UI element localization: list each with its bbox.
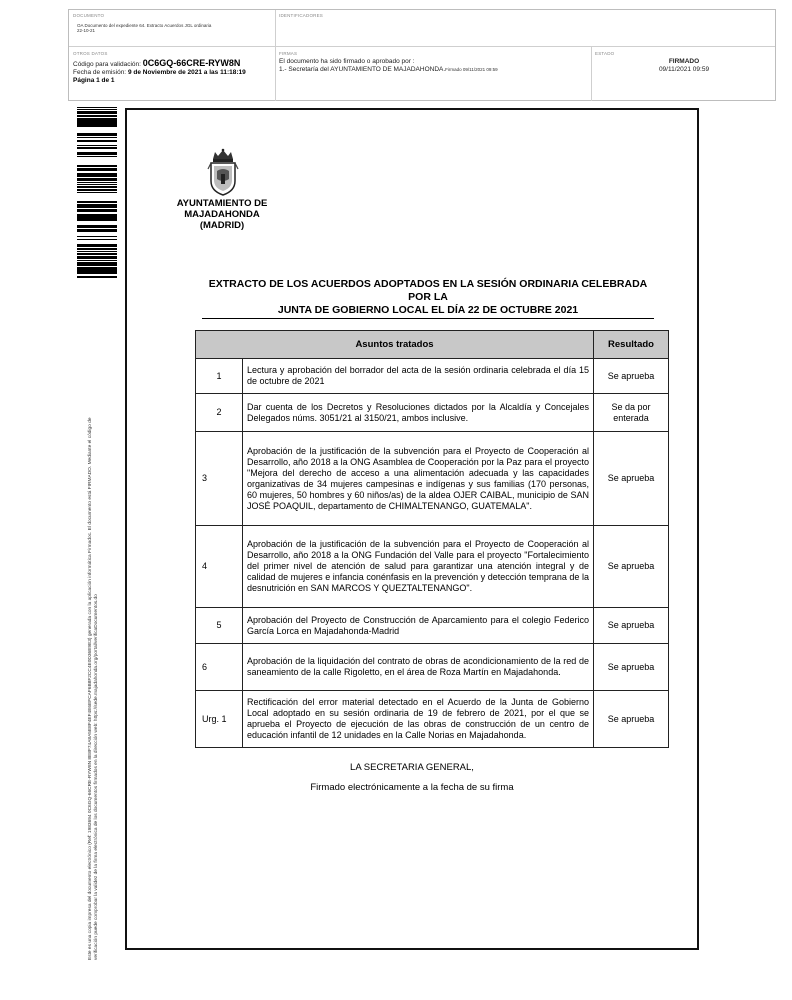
row-subject: Dar cuenta de los Decretos y Resoluciones dictados por la Alcaldía y Concejales Delegados núms. 3051/21 al 3150/21, ambos inclusive.	[243, 394, 594, 432]
row-number: 2	[196, 394, 243, 432]
col-asuntos-header: Asuntos tratados	[196, 331, 594, 359]
col-resultado-header: Resultado	[594, 331, 669, 359]
firmante-fecha: Firmado 09/11/2021 09:59	[445, 67, 498, 72]
row-result: Se aprueba	[594, 691, 669, 748]
table-row	[196, 608, 669, 644]
row-subject: Aprobación de la justificación de la subvención para el Proyecto de Cooperación al Desarrollo, año 2018 a la ONG Asamblea de Cooperación por la Paz para el proyecto "Mejora del derecho de acceso a una alimentación adecuada y las capacidades organizativas de 34 mujeres campesinas e indígenas y sus familias (170 personas, 60 mujeres, 50 hombres y 60 niños/as) de la aldea OJER CAIBAL, municipio de SAN JOSÉ POAQUIL, departamento de CHIMALTENANGO, GUATEMALA".	[243, 432, 594, 526]
document-title: EXTRACTO DE LOS ACUERDOS ADOPTADOS EN LA SESIÓN ORDINARIA CELEBRADA POR LA JUNTA DE GOBIERNO LOCAL EL DÍA 22 DE OCTUBRE 2021	[202, 278, 654, 319]
signature-header-box	[68, 9, 776, 101]
estado-fecha: 09/11/2021 09:59	[658, 66, 710, 73]
row-result: Se aprueba	[594, 608, 669, 644]
row-subject: Lectura y aprobación del borrador del acta de la sesión ordinaria celebrada el día 15 de octubre de 2021	[243, 359, 594, 394]
documento-value: OA Documento del expediente 64. Extracto Acuerdos JGL ordinaria 22-10-21	[77, 23, 212, 33]
barcode-image	[77, 107, 117, 279]
row-subject: Aprobación del Proyecto de Construcción de Aparcamiento para el colegio Federico García Lorca en Majadahonda-Madrid	[243, 608, 594, 644]
estado-label: ESTADO	[595, 51, 615, 56]
codigo-validacion: Código para validación: 0C6GQ-66CRE-RYW8N	[73, 58, 241, 68]
otros-datos-cell	[73, 51, 271, 85]
estado-cell	[595, 51, 773, 74]
documento-label: DOCUMENTO	[73, 13, 105, 18]
row-subject: Aprobación de la liquidación del contrato de obras de acondicionamiento de la red de saneamiento de la calle Rigoletto, en el área de Roza Martín en Majadahonda.	[243, 644, 594, 691]
row-number: 5	[196, 608, 243, 644]
organization-name: AYUNTAMIENTO DE MAJADAHONDA (MADRID)	[176, 198, 268, 231]
row-number: 4	[196, 526, 243, 608]
row-result: Se aprueba	[594, 526, 669, 608]
row-subject: Aprobación de la justificación de la subvención para el Proyecto de Cooperación al Desarrollo, año 2018 a la ONG Fundación del Valle para el proyecto "Fortalecimiento del primer nivel de atención de salud para garantizar una atención integral y de calidad de mujeres e infancia conénfasis en la prevención y detección temprana de la desnutrición en SAN MARCOS Y QUEZTALTENANGO".	[243, 526, 594, 608]
majadahonda-crest-icon	[206, 147, 240, 197]
identificadores-label: IDENTIFICADORES	[279, 13, 324, 18]
table-row	[196, 691, 669, 748]
firmas-cell	[279, 51, 589, 74]
otros-datos-label: OTROS DATOS	[73, 51, 108, 56]
firmas-intro: El documento ha sido firmado o aprobado por :	[279, 58, 415, 65]
table-row	[196, 526, 669, 608]
table-row	[196, 394, 669, 432]
agenda-table-header	[196, 331, 669, 359]
pagina-indicator: Página 1 de 1	[73, 77, 115, 84]
row-result: Se aprueba	[594, 644, 669, 691]
row-number: 1	[196, 359, 243, 394]
signature-title: LA SECRETARIA GENERAL,	[350, 762, 474, 773]
table-row	[196, 644, 669, 691]
firmas-label: FIRMAS	[279, 51, 298, 56]
documento-cell	[73, 13, 271, 33]
row-number: 6	[196, 644, 243, 691]
row-number: 3	[196, 432, 243, 526]
table-row	[196, 359, 669, 394]
firmante-line: 1.- Secretaría del AYUNTAMIENTO DE MAJADAHONDA.Firmado 09/11/2021 09:59	[279, 66, 498, 73]
document-page	[125, 108, 699, 950]
row-subject: Rectificación del error material detectado en el Acuerdo de la Junta de Gobierno Local adoptado en su sesión ordinaria de 19 de febrero de 2021, por el que se aprueba el Proyecto de ejecución de las obras de construcción de un centro de educación infantil de 12 unidades en la Calle Norias en Majadahonda.	[243, 691, 594, 748]
fecha-emision: Fecha de emisión: 9 de Noviembre de 2021 a las 11:18:19	[73, 69, 246, 76]
codigo-validacion-value: 0C6GQ-66CRE-RYW8N	[142, 58, 241, 68]
row-result: Se aprueba	[594, 359, 669, 394]
row-result: Se aprueba	[594, 432, 669, 526]
row-number: Urg. 1	[196, 691, 243, 748]
verification-side-text: Este es una copia impresa del documento electrónico (Ref: 1983694 0C6GQ-66CRE-RYW8N 8E8F74A8A5E8F4EF4E6EFCAF6B8F2CC4E0D36E9E3) generada con la aplicación informática Firmadoc. El documento está FIRMADO. Mediante el código de verificación puede comprobar la validez de la firma electrónica de los documentos firmados en la dirección web: https://sede.majadahonda.org/portal/verificaDocumentos.do	[88, 417, 99, 960]
table-row	[196, 432, 669, 526]
signature-note: Firmado electrónicamente a la fecha de su firma	[310, 782, 514, 793]
identificadores-cell	[279, 13, 579, 18]
row-result: Se da por enterada	[594, 394, 669, 432]
agenda-table	[195, 330, 669, 748]
estado-value: FIRMADO	[668, 58, 700, 65]
